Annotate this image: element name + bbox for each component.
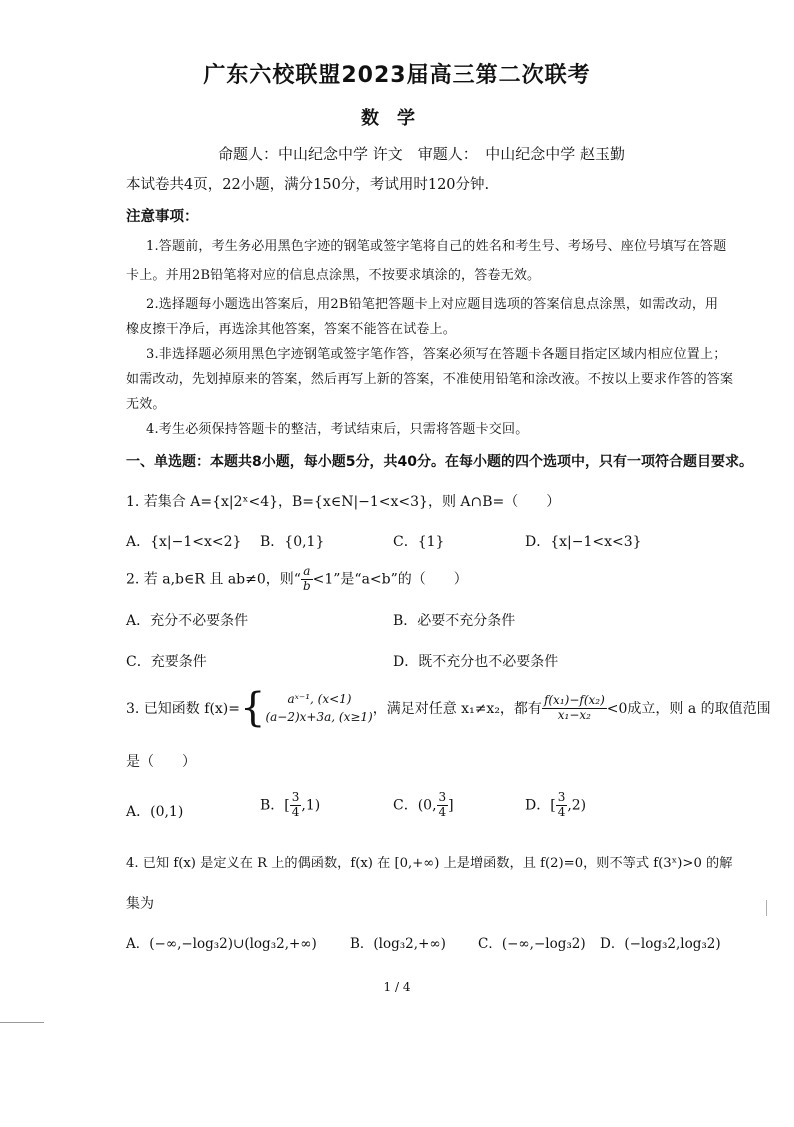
question-1-option-c: C．{1} [393,534,445,550]
note-line: 如需改动，先划掉原来的答案，然后再写上新的答案，不准使用铅笔和涂改液。不按以上要求作答的答案 [126,372,734,387]
question-1-stem: 1. 若集合 A={x|2ˣ<4}，B={x∈N|−1<x<3}，则 A∩B=（ ） [126,494,561,510]
fraction: $\frac{\text{f(x₁)−f(x₂)}}{\text{x₁−x₂}}$ [543,692,605,722]
question-2-stem: 2. 若 a,b∈R 且 ab≠0，则“ $\frac{a}{b}$ <1”是“a<b”的（ ） [126,564,468,593]
fraction: $\frac{3}{4}$ [291,790,300,819]
note-line: 3.非选择题必须用黑色字迹钢笔或签字笔作答，答案必须写在答题卡各题目指定区域内相应位置上； [146,347,727,362]
note-line: 4.考生必须保持答题卡的整洁，考试结束后，只需将答题卡交回。 [146,422,529,437]
piecewise-brace: { [240,685,266,731]
fraction: $\frac{3}{4}$ [557,790,566,819]
question-4-option-d: D．(−log₃2,log₃2) [600,936,721,952]
note-line: 1.答题前，考生务必用黑色字迹的钢笔或签字笔将自己的姓名和考生号、考场号、座位号填写在答题 [146,239,727,254]
note-line: 橡皮擦干净后，再选涂其他答案，答案不能答在试卷上。 [126,322,457,337]
section-single-choice: 一、单选题：本题共8小题，每小题5分，共40分。在每小题的四个选项中，只有一项符合题目要求。 [126,454,753,470]
question-4-stem: 4. 已知 f(x) 是定义在 R 上的偶函数，f(x) 在 [0,+∞) 上是增函数，且 f(2)=0，则不等式 f(3ˣ)>0 的解 [126,856,733,871]
exam-info: 本试卷共4页，22小题，满分150分，考试用时120分钟. [126,177,490,193]
question-3-stem-line2: 是（ ） [126,754,196,770]
question-1-option-b: B．{0,1} [260,534,325,550]
note-line: 2.选择题每小题选出答案后，用2B铅笔把答题卡上对应题目选项的答案信息点涂黑，如需改动，用 [146,297,719,312]
question-1-option-a: A．{x|−1<x<2} [126,534,242,550]
question-3-stem: 3. 已知函数 f(x)={ aˣ⁻¹, (x<1) (a−2)x+3a, (x≥1) ，满足对任意 x₁≠x₂，都有 $\frac{\text{f(x₁)−f(x₂)}}{\text{x₁−x₂}}$ <0成立，则 a 的取值范围 [126,685,771,731]
question-4-option-a: A．(−∞,−log₃2)∪(log₃2,+∞) [126,936,317,952]
question-3-option-b: B．[ $\frac{3}{4}$ ,1) [260,790,321,819]
page-number: 1 / 4 [383,980,411,994]
question-3-option-c: C．(0, $\frac{3}{4}$ ] [393,790,454,819]
question-4-option-b: B．(log₃2,+∞) [350,936,446,952]
authors-line: 命题人：中山纪念中学 许文 审题人： 中山纪念中学 赵玉勤 [218,145,626,163]
fraction: $\frac{3}{4}$ [438,790,447,819]
note-line: 卡上。并用2B铅笔将对应的信息点涂黑，不按要求填涂的，答卷无效。 [126,268,541,283]
question-2-option-a: A．充分不必要条件 [126,613,249,629]
exam-subject: 数学 [361,108,433,129]
scan-mark [0,1022,44,1023]
note-line: 无效。 [126,397,166,412]
question-3-option-a: A．(0,1) [126,804,184,820]
question-3-option-d: D．[ $\frac{3}{4}$ ,2) [525,790,587,819]
question-4-stem-line2: 集为 [126,896,154,912]
question-1-option-d: D．{x|−1<x<3} [525,534,642,550]
fraction: $\frac{a}{b}$ [302,564,311,593]
question-2-option-b: B．必要不充分条件 [393,613,516,629]
question-2-option-d: D．既不充分也不必要条件 [393,654,559,670]
scan-mark [766,900,767,916]
notes-heading: 注意事项： [126,209,199,225]
question-4-option-c: C．(−∞,−log₃2) [478,936,586,952]
exam-title: 广东六校联盟2023届高三第二次联考 [203,63,591,88]
question-2-option-c: C．充要条件 [126,654,207,670]
piecewise-cases: aˣ⁻¹, (x<1) (a−2)x+3a, (x≥1) [265,692,373,724]
